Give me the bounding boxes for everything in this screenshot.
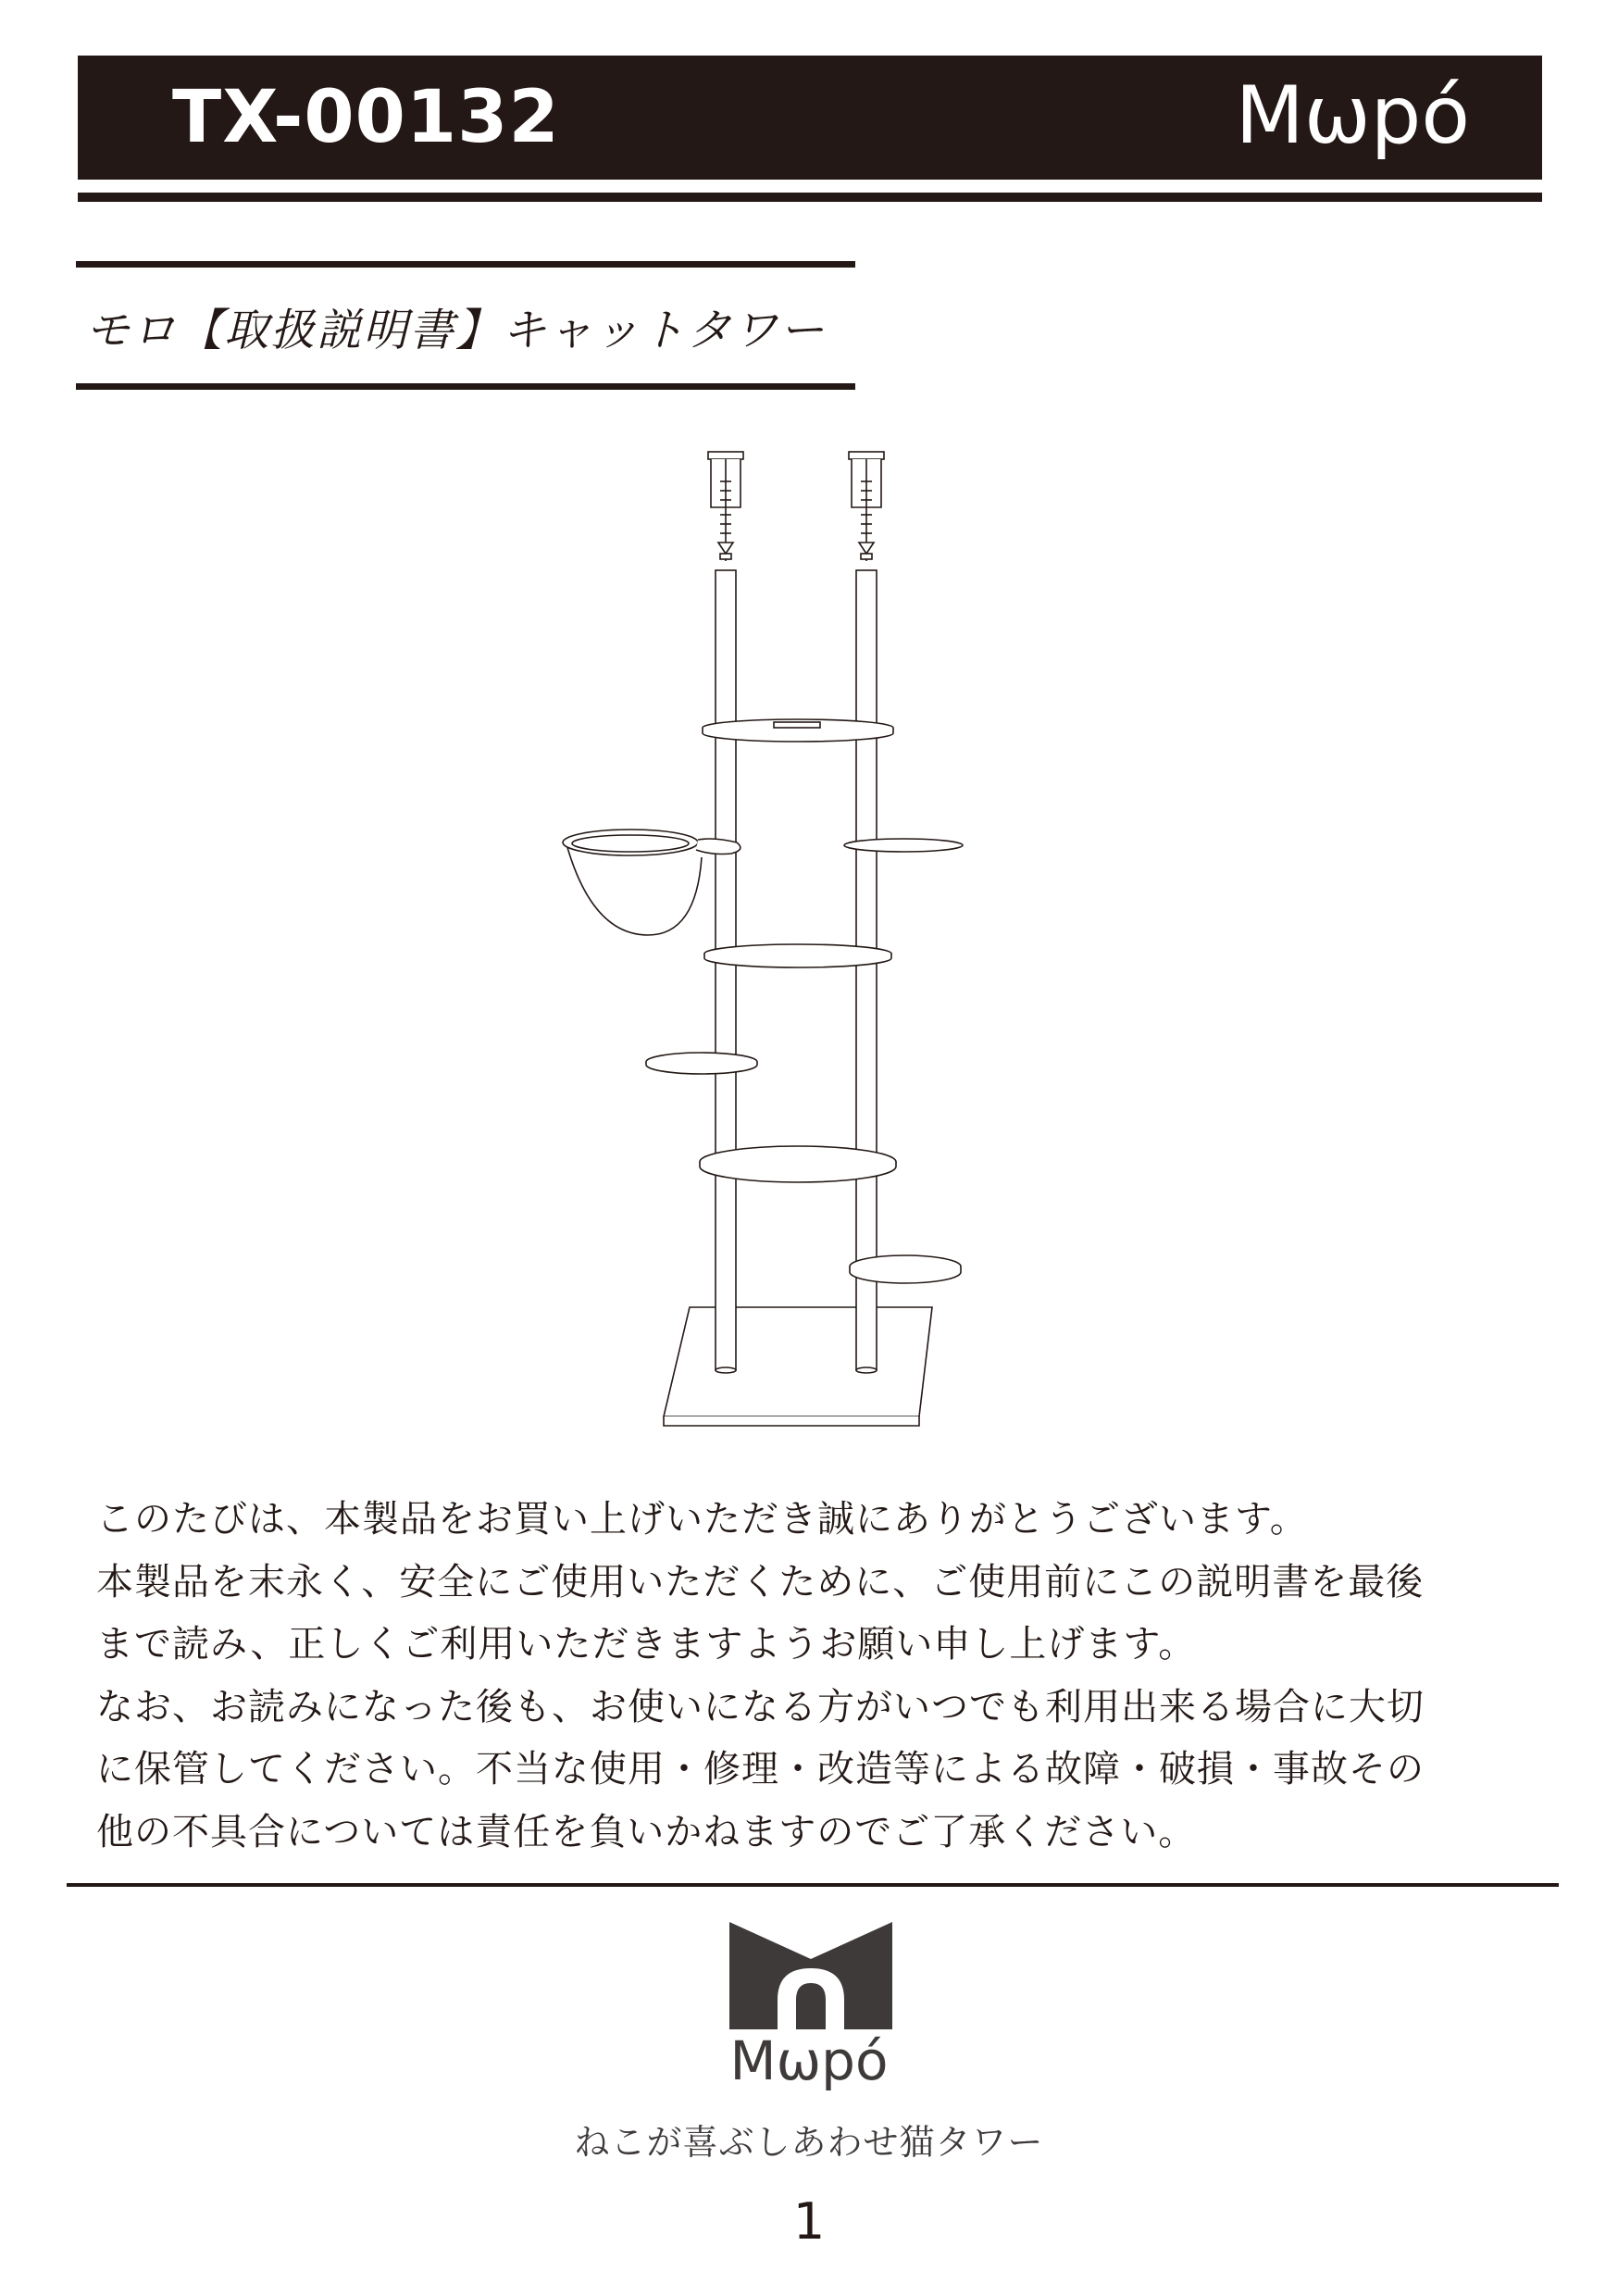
- right-pole: [856, 570, 877, 1370]
- lower-shelf: [700, 1146, 896, 1182]
- cat-tower-illustration: [555, 444, 981, 1444]
- footer-divider: [67, 1883, 1559, 1887]
- cat-house-logo-icon: [729, 1922, 892, 2029]
- intro-line: まで読み、正しくご利用いただきますようお願い申し上げます。: [96, 1623, 1197, 1666]
- intro-line: 本製品を末永く、安全にご使用いただくために、ご使用前にこの説明書を最後: [96, 1560, 1425, 1603]
- title-top-rule: [76, 261, 855, 268]
- intro-line: このたびは、本製品をお買い上げいただき誠にありがとうございます。: [96, 1498, 1308, 1541]
- right-ceiling-adjuster: [849, 452, 884, 561]
- top-shelf: [703, 719, 893, 742]
- left-small-shelf: [646, 1053, 757, 1074]
- header-brand: Mωpó: [1235, 69, 1470, 162]
- header-underline: [78, 193, 1542, 202]
- intro-line: に保管してください。不当な使用・修理・改造等による故障・破損・事故その: [96, 1748, 1425, 1791]
- page-title: モロ【取扱説明書】キャットタワー: [85, 305, 827, 356]
- middle-shelf: [704, 944, 891, 967]
- right-small-shelf-lower: [850, 1255, 961, 1283]
- right-small-shelf-upper: [844, 839, 963, 852]
- page-number: 1: [792, 2192, 826, 2251]
- left-ceiling-adjuster: [708, 452, 743, 561]
- title-bottom-rule: [76, 383, 855, 390]
- left-pole: [716, 570, 736, 1370]
- footer-brand: Mωpó: [729, 2029, 889, 2092]
- footer-tagline: ねこが喜ぶしあわせ猫タワー: [574, 2122, 1044, 2163]
- base-plate: [664, 1307, 932, 1426]
- intro-line: なお、お読みになった後も、お使いになる方がいつでも利用出来る場合に大切: [96, 1685, 1425, 1728]
- model-number: TX-00132: [172, 76, 560, 159]
- hammock-bowl: [563, 830, 741, 935]
- intro-line: 他の不具合については責任を負いかねますのでご了承ください。: [96, 1810, 1197, 1853]
- intro-text: [96, 1489, 1540, 1864]
